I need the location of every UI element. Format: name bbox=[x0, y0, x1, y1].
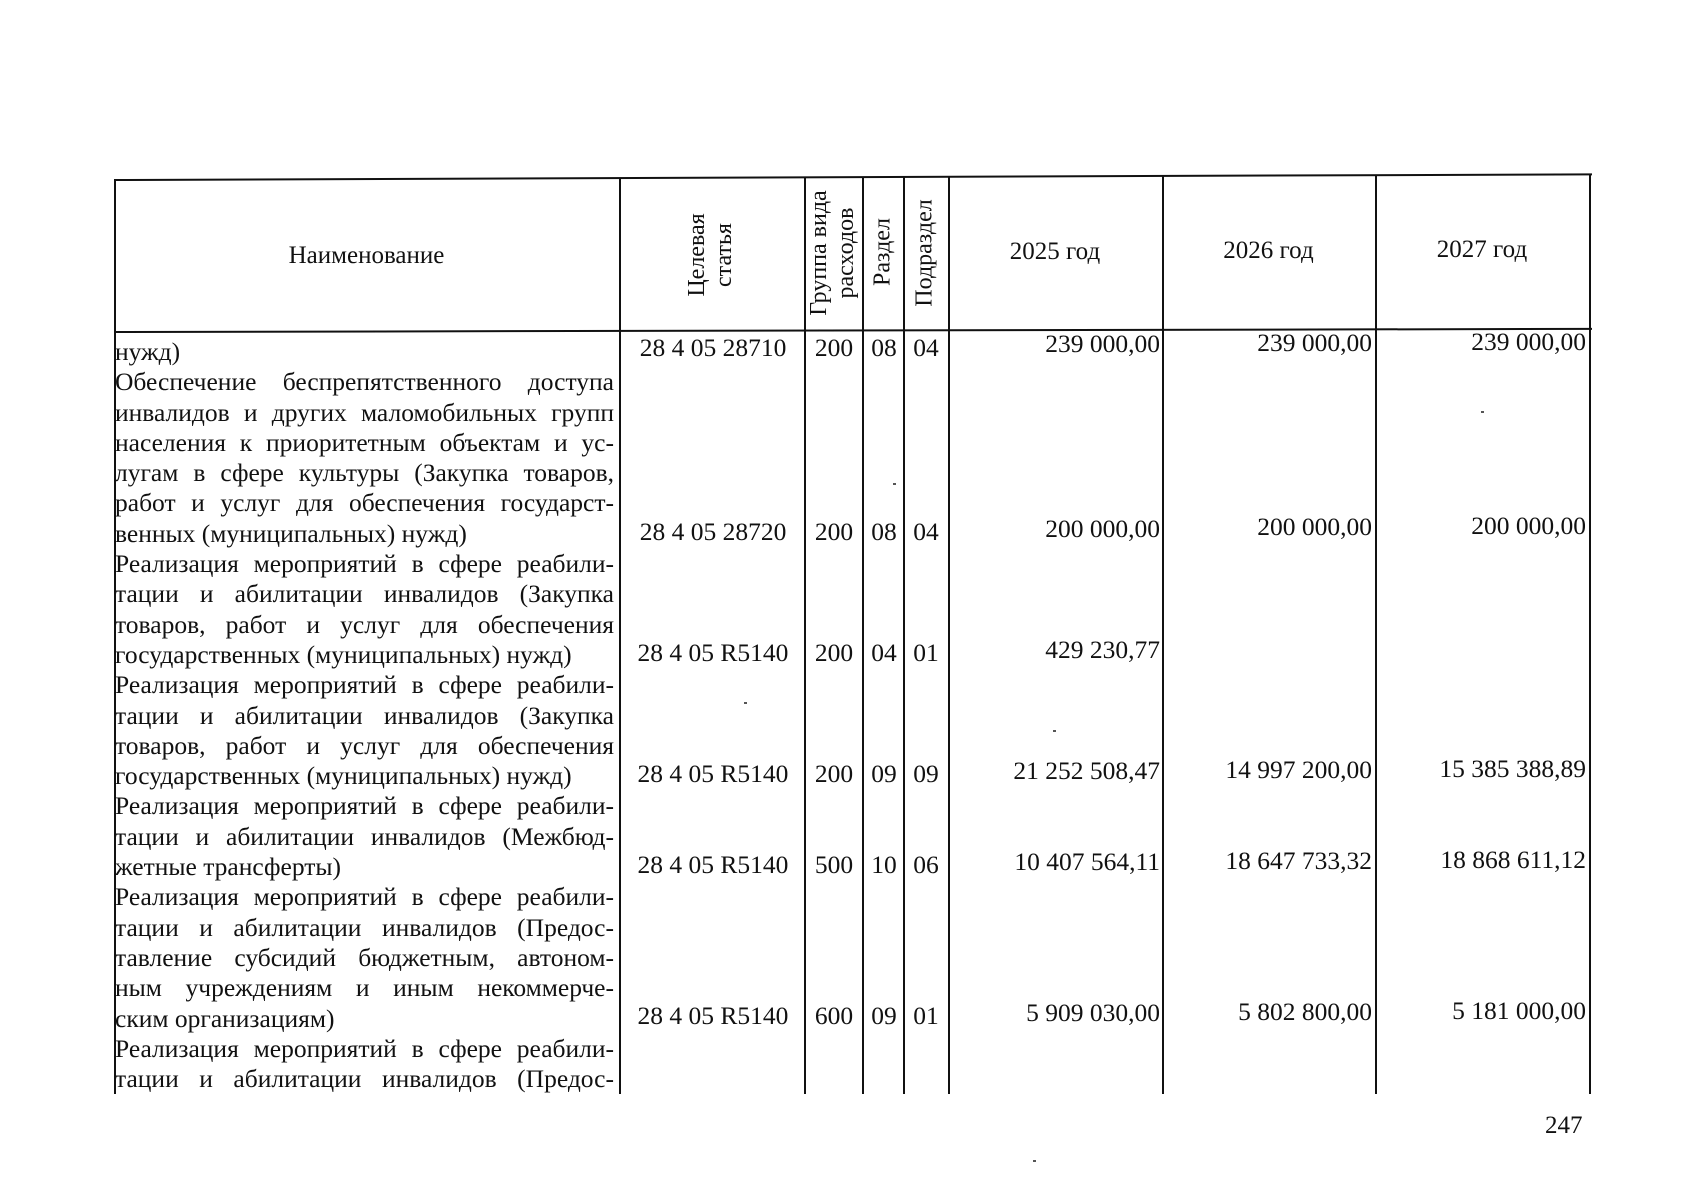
row-3-2025: 429 230,77 bbox=[1045, 635, 1160, 664]
row-3-line-2: тации и абилитации инвалидов (Закупка bbox=[115, 579, 614, 609]
row-5-section: 10 bbox=[871, 850, 897, 879]
row-2-line-1: Обеспечение беспрепятственного доступа bbox=[115, 367, 614, 397]
header-expense-group-line1: Группа вида bbox=[806, 190, 832, 316]
col-border-2027 bbox=[1375, 175, 1377, 1094]
col-border-code bbox=[619, 178, 621, 1094]
row-4-2026: 14 997 200,00 bbox=[1225, 755, 1372, 784]
header-target-article bbox=[684, 213, 738, 296]
row-1-description bbox=[115, 337, 614, 1094]
row-1-group: 200 bbox=[814, 333, 854, 362]
header-section: Раздел bbox=[869, 218, 896, 286]
row-3-group: 200 bbox=[814, 638, 854, 667]
header-target-article-line2: статья bbox=[711, 223, 737, 287]
row-5-group: 500 bbox=[814, 850, 854, 879]
row-4-line-3: товаров, работ и услуг для обеспечения bbox=[115, 730, 614, 760]
row-2-2027: 200 000,00 bbox=[1471, 511, 1586, 540]
row-2-subsection: 04 bbox=[913, 517, 939, 546]
table-top-border bbox=[114, 173, 1592, 181]
row-5-line-3: жетные трансферты) bbox=[115, 852, 342, 882]
row-6-subsection: 01 bbox=[913, 1001, 939, 1030]
row-1-2027: 239 000,00 bbox=[1471, 327, 1586, 356]
scan-speck bbox=[893, 483, 896, 485]
row-6-2026: 5 802 800,00 bbox=[1238, 997, 1372, 1026]
row-2-code: 28 4 05 28720 bbox=[639, 517, 787, 546]
scan-speck bbox=[744, 702, 747, 704]
row-3-code: 28 4 05 R5140 bbox=[637, 638, 789, 667]
row-2-2025: 200 000,00 bbox=[1045, 514, 1160, 543]
row-4-line-4: государственных (муниципальных) нужд) bbox=[115, 761, 572, 791]
col-border-subsection bbox=[903, 177, 905, 1094]
row-4-2027: 15 385 388,89 bbox=[1439, 754, 1586, 783]
row-4-2025: 21 252 508,47 bbox=[1013, 756, 1160, 785]
row-6-line-1: Реализация мероприятий в сфере реабили- bbox=[115, 882, 614, 912]
row-6-group: 600 bbox=[814, 1001, 854, 1030]
row-2-section: 08 bbox=[871, 517, 897, 546]
row-2-line-6: венных (муниципальных) нужд) bbox=[115, 518, 467, 548]
row-5-subsection: 06 bbox=[913, 850, 939, 879]
row-2-group: 200 bbox=[814, 517, 854, 546]
row-6-line-3: тавление субсидий бюджетным, автоном- bbox=[115, 942, 614, 972]
row-6-line-4: ным учреждениям и иным некоммерче- bbox=[115, 973, 614, 1003]
row-1-code: 28 4 05 28710 bbox=[639, 333, 787, 362]
header-expense-group bbox=[806, 190, 860, 315]
row-3-section: 04 bbox=[871, 638, 897, 667]
scan-speck bbox=[1481, 411, 1484, 413]
row-5-line-1: Реализация мероприятий в сфере реабили- bbox=[115, 791, 614, 821]
row-4-line-2: тации и абилитации инвалидов (Закупка bbox=[115, 700, 614, 730]
scan-speck bbox=[1033, 1160, 1036, 1162]
row-6-section: 09 bbox=[871, 1001, 897, 1030]
row-4-line-1: Реализация мероприятий в сфере реабили- bbox=[115, 670, 614, 700]
row-5-line-2: тации и абилитации инвалидов (Межбюд- bbox=[115, 821, 614, 851]
row-2-2026: 200 000,00 bbox=[1257, 512, 1372, 541]
page-number: 247 bbox=[1545, 1112, 1583, 1139]
row-5-2027: 18 868 611,12 bbox=[1440, 845, 1586, 874]
row-6-2025: 5 909 030,00 bbox=[1026, 998, 1160, 1027]
row-2-line-2: инвалидов и других маломобильных групп bbox=[115, 397, 614, 427]
col-border-2026 bbox=[1162, 176, 1164, 1094]
row-3-subsection: 01 bbox=[913, 638, 939, 667]
row-1-section: 08 bbox=[871, 333, 897, 362]
row-7-line-2: тации и абилитации инвалидов (Предос- bbox=[115, 1064, 614, 1094]
row-1-2025: 239 000,00 bbox=[1045, 329, 1160, 358]
row-5-2026: 18 647 733,32 bbox=[1225, 846, 1372, 875]
row-4-section: 09 bbox=[871, 759, 897, 788]
row-4-code: 28 4 05 R5140 bbox=[637, 759, 789, 788]
header-name: Наименование bbox=[288, 242, 445, 269]
row-4-subsection: 09 bbox=[913, 759, 939, 788]
row-2-line-4: лугам в сфере культуры (Закупка товаров, bbox=[115, 458, 614, 488]
row-5-2025: 10 407 564,11 bbox=[1014, 847, 1160, 876]
row-1-2026: 239 000,00 bbox=[1257, 328, 1372, 357]
header-subsection: Подраздел bbox=[911, 199, 938, 307]
row-1-subsection: 04 bbox=[913, 333, 939, 362]
header-2025: 2025 год bbox=[1009, 238, 1101, 265]
scan-speck bbox=[1053, 730, 1056, 732]
header-2026: 2026 год bbox=[1223, 237, 1314, 264]
col-border-right bbox=[1589, 174, 1591, 1094]
header-target-article-line1: Целевая bbox=[684, 213, 710, 297]
row-3-line-4: государственных (муниципальных) нужд) bbox=[115, 639, 572, 669]
row-7-line-1: Реализация мероприятий в сфере реабили- bbox=[115, 1033, 614, 1063]
row-5-code: 28 4 05 R5140 bbox=[637, 850, 789, 879]
col-border-section bbox=[862, 177, 864, 1094]
row-6-code: 28 4 05 R5140 bbox=[637, 1001, 789, 1030]
row-4-group: 200 bbox=[814, 759, 854, 788]
row-1-line-1: нужд) bbox=[115, 337, 181, 366]
row-6-line-5: ским организациям) bbox=[115, 1003, 335, 1033]
header-expense-group-line2: расходов bbox=[833, 207, 859, 299]
row-6-2027: 5 181 000,00 bbox=[1452, 996, 1586, 1025]
row-6-line-2: тации и абилитации инвалидов (Предос- bbox=[115, 912, 614, 942]
row-3-line-1: Реализация мероприятий в сфере реабили- bbox=[115, 549, 614, 579]
row-2-line-5: работ и услуг для обеспечения государст- bbox=[115, 488, 614, 518]
header-2027: 2027 год bbox=[1436, 236, 1528, 263]
row-3-line-3: товаров, работ и услуг для обеспечения bbox=[115, 609, 614, 639]
row-2-line-3: населения к приоритетным объектам и ус- bbox=[115, 427, 614, 457]
